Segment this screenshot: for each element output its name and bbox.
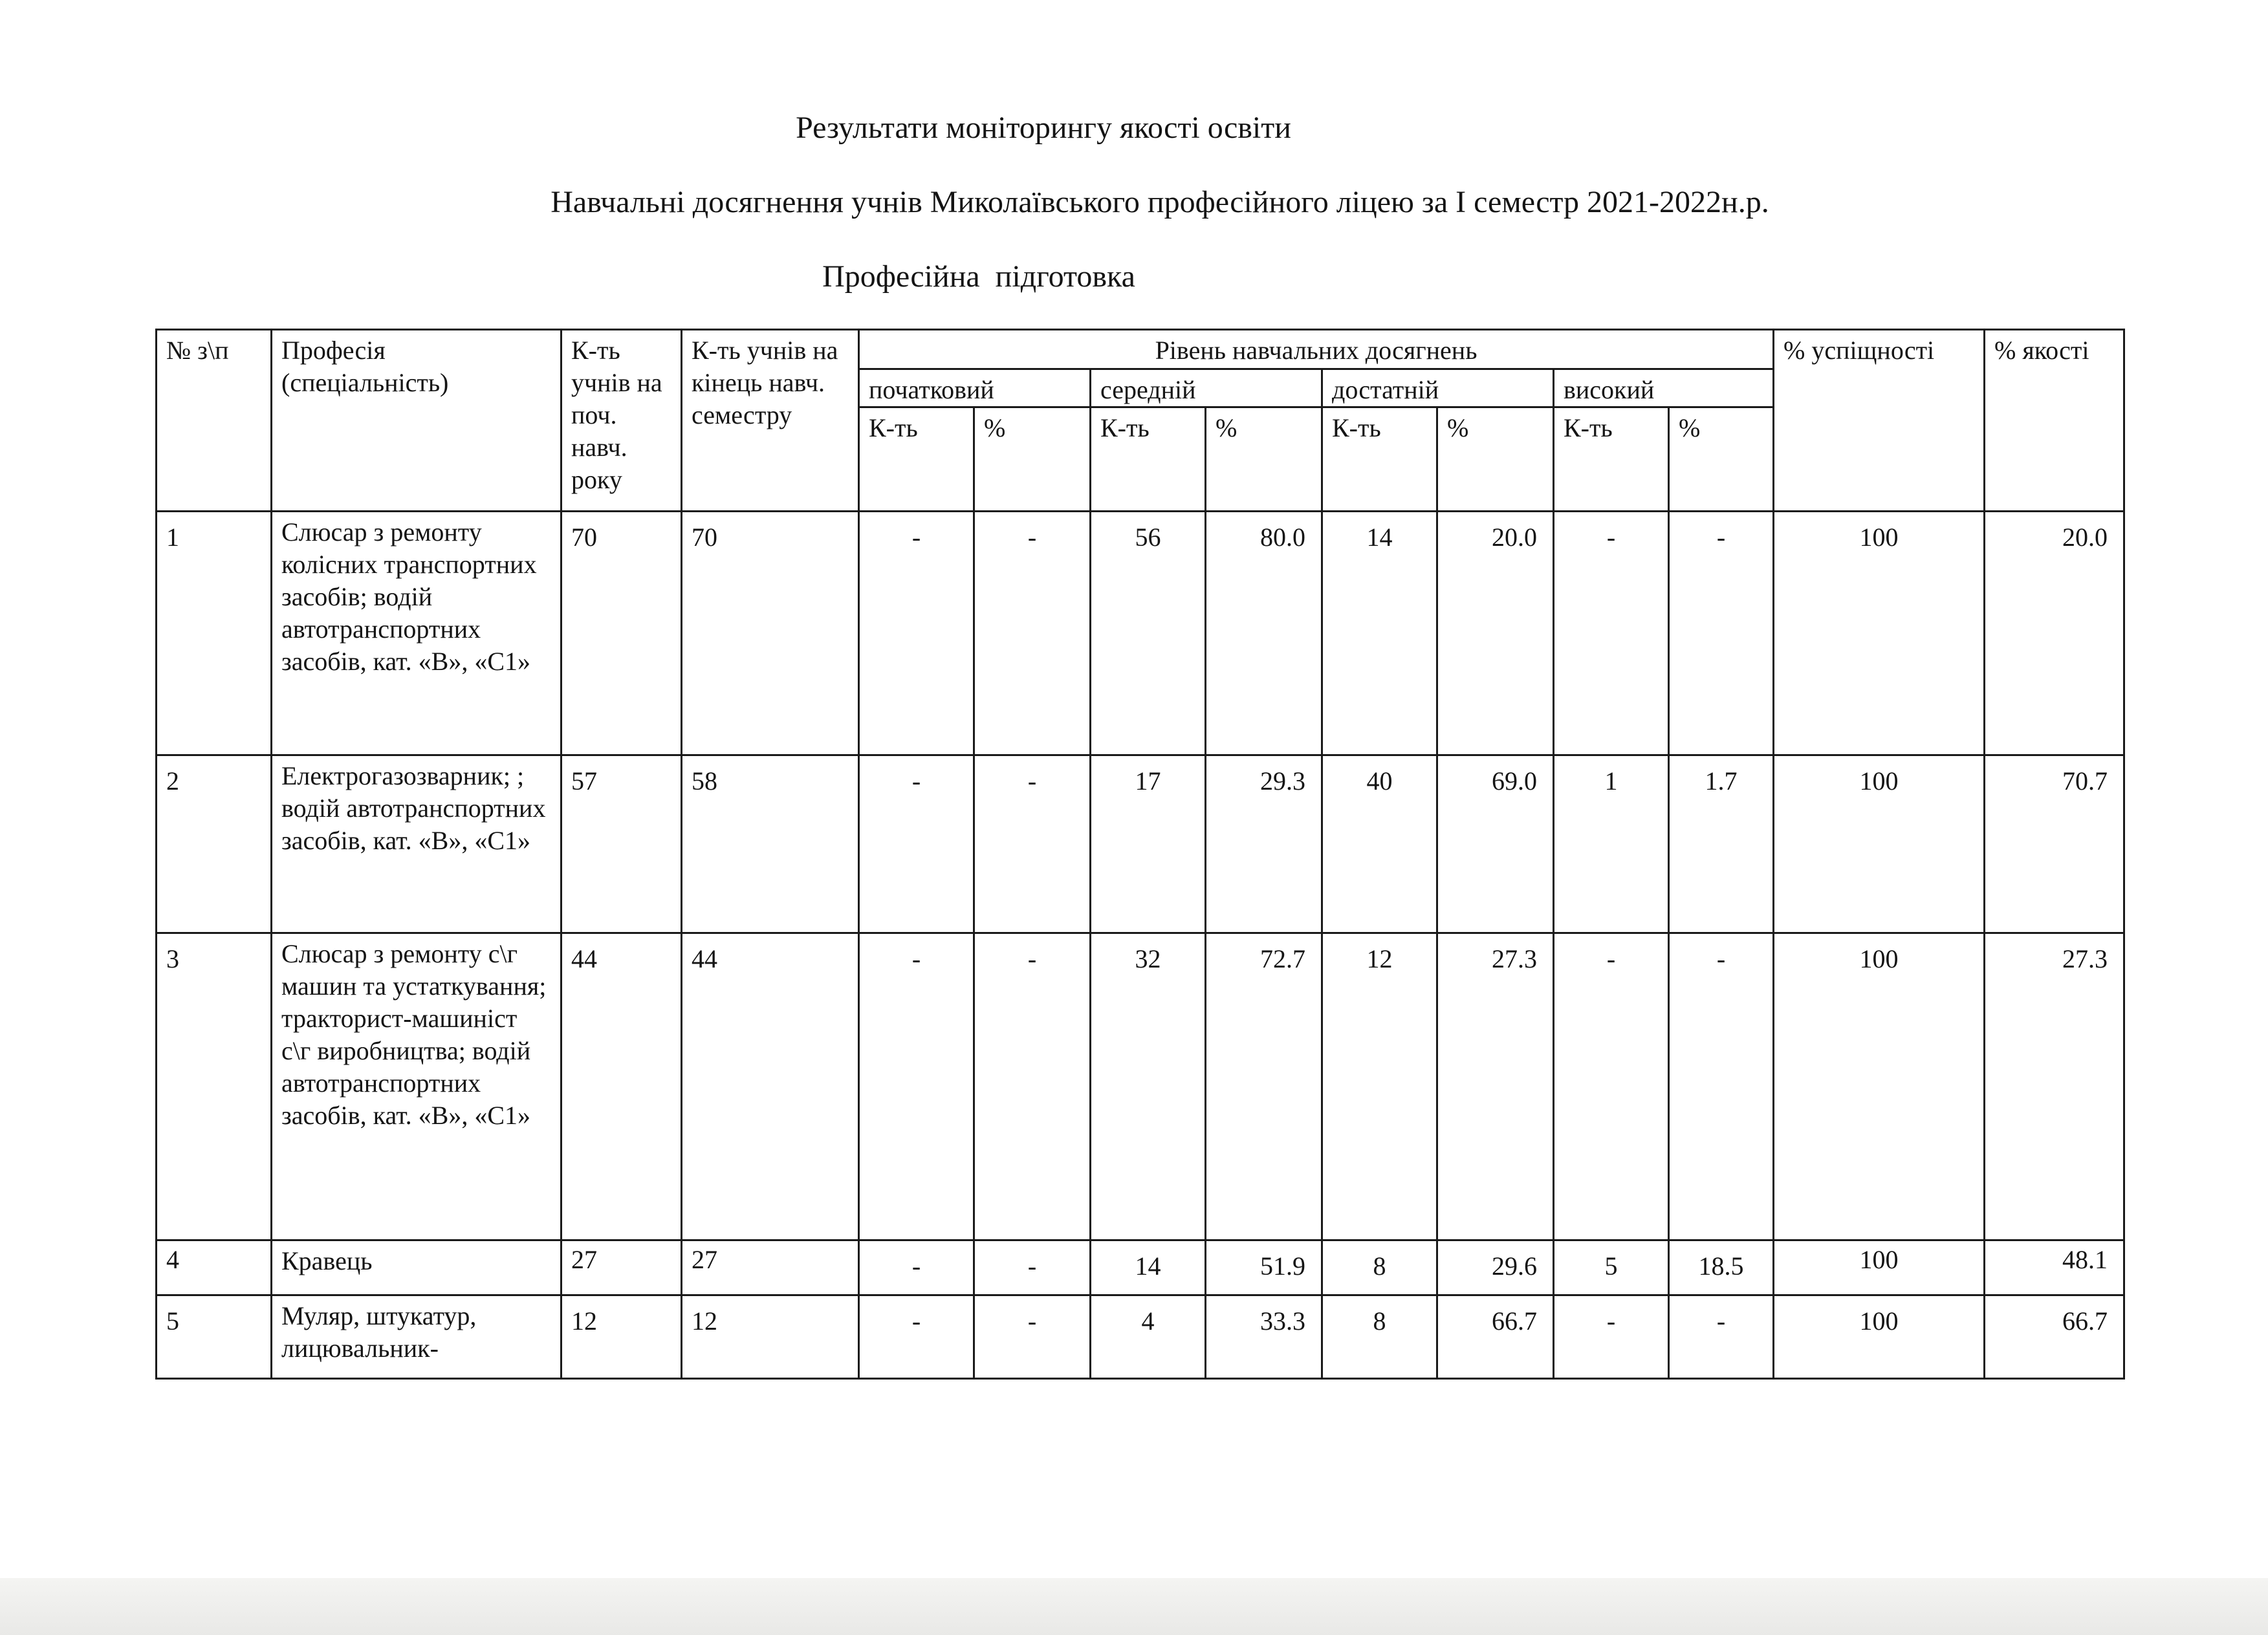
row-profession: Слюсар з ремонту колісних транспортних засобів; водій автотранспортних засобів, кат. «В», «С1» (272, 512, 562, 755)
document-subtitle: Навчальні досягнення учнів Миколаївського професійного ліцею за І семестр 2021-2022н.р. (551, 185, 1769, 219)
row-success: 100 (1774, 512, 1985, 755)
row-initial-count: - (859, 512, 974, 755)
row-middle-count: 4 (1091, 1295, 1206, 1379)
row-quality: 27.3 (1985, 933, 2124, 1240)
header-end-count: К-ть учнів на кінець навч. семестру (682, 330, 859, 512)
row-middle-count: 14 (1091, 1240, 1206, 1295)
row-end-count: 27 (682, 1240, 859, 1295)
row-sufficient-count: 40 (1322, 755, 1437, 933)
row-high-percent: 18.5 (1669, 1240, 1774, 1295)
row-profession: Муляр, штукатур, лицювальник- (272, 1295, 562, 1379)
row-end-count: 12 (682, 1295, 859, 1379)
row-start-count: 57 (562, 755, 682, 933)
row-middle-percent: 51.9 (1206, 1240, 1322, 1295)
section-title: Професійна підготовка (822, 259, 1135, 294)
row-no: 5 (157, 1295, 272, 1379)
row-high-count: - (1554, 1295, 1669, 1379)
header-level-sufficient: достатній (1322, 369, 1554, 407)
header-count: К-ть (1554, 407, 1669, 512)
row-high-percent: - (1669, 933, 1774, 1240)
header-percent: % (1206, 407, 1322, 512)
row-no: 2 (157, 755, 272, 933)
table-row (157, 755, 2124, 933)
row-profession: Слюсар з ремонту с\г машин та устаткування; тракторист-машиніст с\г виробництва; водій автотранспортних засобів, кат. «В», «С1» (272, 933, 562, 1240)
row-start-count: 27 (562, 1240, 682, 1295)
row-no: 4 (157, 1240, 272, 1295)
row-sufficient-count: 12 (1322, 933, 1437, 1240)
table-row (157, 1240, 2124, 1295)
row-middle-count: 17 (1091, 755, 1206, 933)
row-sufficient-percent: 29.6 (1437, 1240, 1554, 1295)
row-profession: Кравець (272, 1240, 562, 1295)
row-sufficient-percent: 66.7 (1437, 1295, 1554, 1379)
row-success: 100 (1774, 1295, 1985, 1379)
header-profession: Професія (спеціальність) (272, 330, 562, 512)
table-row (157, 1295, 2124, 1379)
header-percent: % (974, 407, 1091, 512)
results-table (155, 329, 2125, 1380)
header-start-count: К-ть учнів на поч. навч. року (562, 330, 682, 512)
row-start-count: 12 (562, 1295, 682, 1379)
scan-bottom-edge (0, 1578, 2268, 1635)
row-initial-count: - (859, 1240, 974, 1295)
row-middle-percent: 33.3 (1206, 1295, 1322, 1379)
row-start-count: 70 (562, 512, 682, 755)
row-initial-count: - (859, 1295, 974, 1379)
header-quality: % якості (1985, 330, 2124, 512)
header-level-middle: середній (1091, 369, 1322, 407)
row-high-percent: - (1669, 512, 1774, 755)
header-row-1 (157, 330, 2124, 369)
row-sufficient-count: 8 (1322, 1295, 1437, 1379)
row-sufficient-count: 8 (1322, 1240, 1437, 1295)
row-high-count: 5 (1554, 1240, 1669, 1295)
row-end-count: 70 (682, 512, 859, 755)
row-profession: Електрогазозварник; ; водій автотранспортних засобів, кат. «В», «С1» (272, 755, 562, 933)
table-row (157, 933, 2124, 1240)
row-quality: 48.1 (1985, 1240, 2124, 1295)
row-middle-count: 32 (1091, 933, 1206, 1240)
row-quality: 66.7 (1985, 1295, 2124, 1379)
header-level-group: Рівень навчальних досягнень (859, 330, 1774, 369)
row-high-percent: 1.7 (1669, 755, 1774, 933)
row-no: 1 (157, 512, 272, 755)
row-high-count: 1 (1554, 755, 1669, 933)
header-percent: % (1437, 407, 1554, 512)
row-initial-count: - (859, 755, 974, 933)
row-middle-percent: 72.7 (1206, 933, 1322, 1240)
header-success: % успіщності (1774, 330, 1985, 512)
row-no: 3 (157, 933, 272, 1240)
row-sufficient-percent: 27.3 (1437, 933, 1554, 1240)
header-level-high: високий (1554, 369, 1774, 407)
header-no: № з\п (157, 330, 272, 512)
header-percent: % (1669, 407, 1774, 512)
row-success: 100 (1774, 1240, 1985, 1295)
row-middle-percent: 80.0 (1206, 512, 1322, 755)
row-initial-percent: - (974, 1240, 1091, 1295)
document-title: Результати моніторингу якості освіти (796, 111, 1291, 145)
row-sufficient-percent: 20.0 (1437, 512, 1554, 755)
row-initial-percent: - (974, 1295, 1091, 1379)
row-success: 100 (1774, 755, 1985, 933)
row-sufficient-count: 14 (1322, 512, 1437, 755)
row-middle-percent: 29.3 (1206, 755, 1322, 933)
row-end-count: 44 (682, 933, 859, 1240)
row-quality: 70.7 (1985, 755, 2124, 933)
row-middle-count: 56 (1091, 512, 1206, 755)
row-sufficient-percent: 69.0 (1437, 755, 1554, 933)
row-initial-percent: - (974, 933, 1091, 1240)
table-row (157, 512, 2124, 755)
row-initial-percent: - (974, 755, 1091, 933)
row-start-count: 44 (562, 933, 682, 1240)
row-initial-percent: - (974, 512, 1091, 755)
header-count: К-ть (1091, 407, 1206, 512)
row-high-percent: - (1669, 1295, 1774, 1379)
row-high-count: - (1554, 933, 1669, 1240)
row-end-count: 58 (682, 755, 859, 933)
row-success: 100 (1774, 933, 1985, 1240)
row-initial-count: - (859, 933, 974, 1240)
row-high-count: - (1554, 512, 1669, 755)
header-level-initial: початковий (859, 369, 1091, 407)
header-count: К-ть (1322, 407, 1437, 512)
header-count: К-ть (859, 407, 974, 512)
row-quality: 20.0 (1985, 512, 2124, 755)
